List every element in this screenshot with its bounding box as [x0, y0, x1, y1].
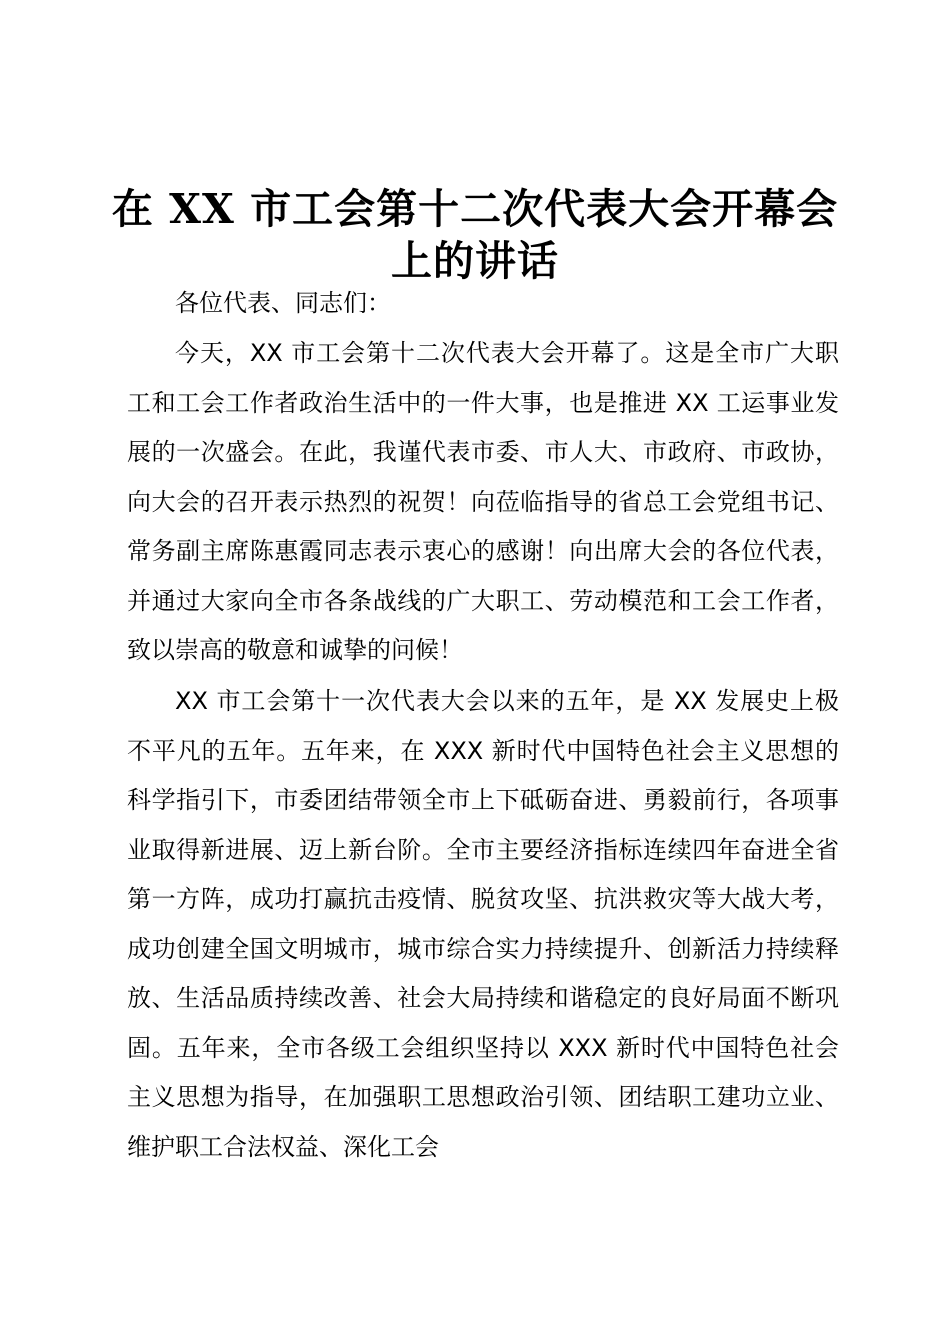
- document-title-line-2: 上的讲话: [391, 237, 559, 285]
- document-title-line-1: 在 XX 市工会第十二次代表大会开幕会: [111, 185, 839, 233]
- salutation: 各位代表、同志们：: [175, 289, 391, 317]
- body-paragraph: 今天，XX 市工会第十二次代表大会开幕了。这是全市广大职工和工会工作者政治生活中的一件大事，也是推进 XX 工运事业发展的一次盛会。在此，我谨代表市委、市人大、市政府、市政协，向大会的召开表示热烈的祝贺！向莅临指导的省总工会党组书记、常务副主席陈惠霞同志表示衷心的感谢！向出席大会的各位代表，并通过大家向全市各条战线的广大职工、劳动模范和工会工作者，致以崇高的敬意和诚挚的问候！: [127, 339, 839, 664]
- body-paragraph: XX 市工会第十一次代表大会以来的五年，是 XX 发展史上极不平凡的五年。五年来，在 XXX 新时代中国特色社会主义思想的科学指引下，市委团结带领全市上下砥砺奋进、勇毅前行，各项事业取得新进展、迈上新台阶。全市主要经济指标连续四年奋进全省第一方阵，成功打赢抗击疫情、脱贫攻坚、抗洪救灾等大战大考，成功创建全国文明城市，城市综合实力持续提升、创新活力持续释放、生活品质持续改善、社会大局持续和谐稳定的良好局面不断巩固。五年来，全市各级工会组织坚持以 XXX 新时代中国特色社会主义思想为指导，在加强职工思想政治引领、团结职工建功立业、维护职工合法权益、深化工会: [127, 687, 839, 1161]
